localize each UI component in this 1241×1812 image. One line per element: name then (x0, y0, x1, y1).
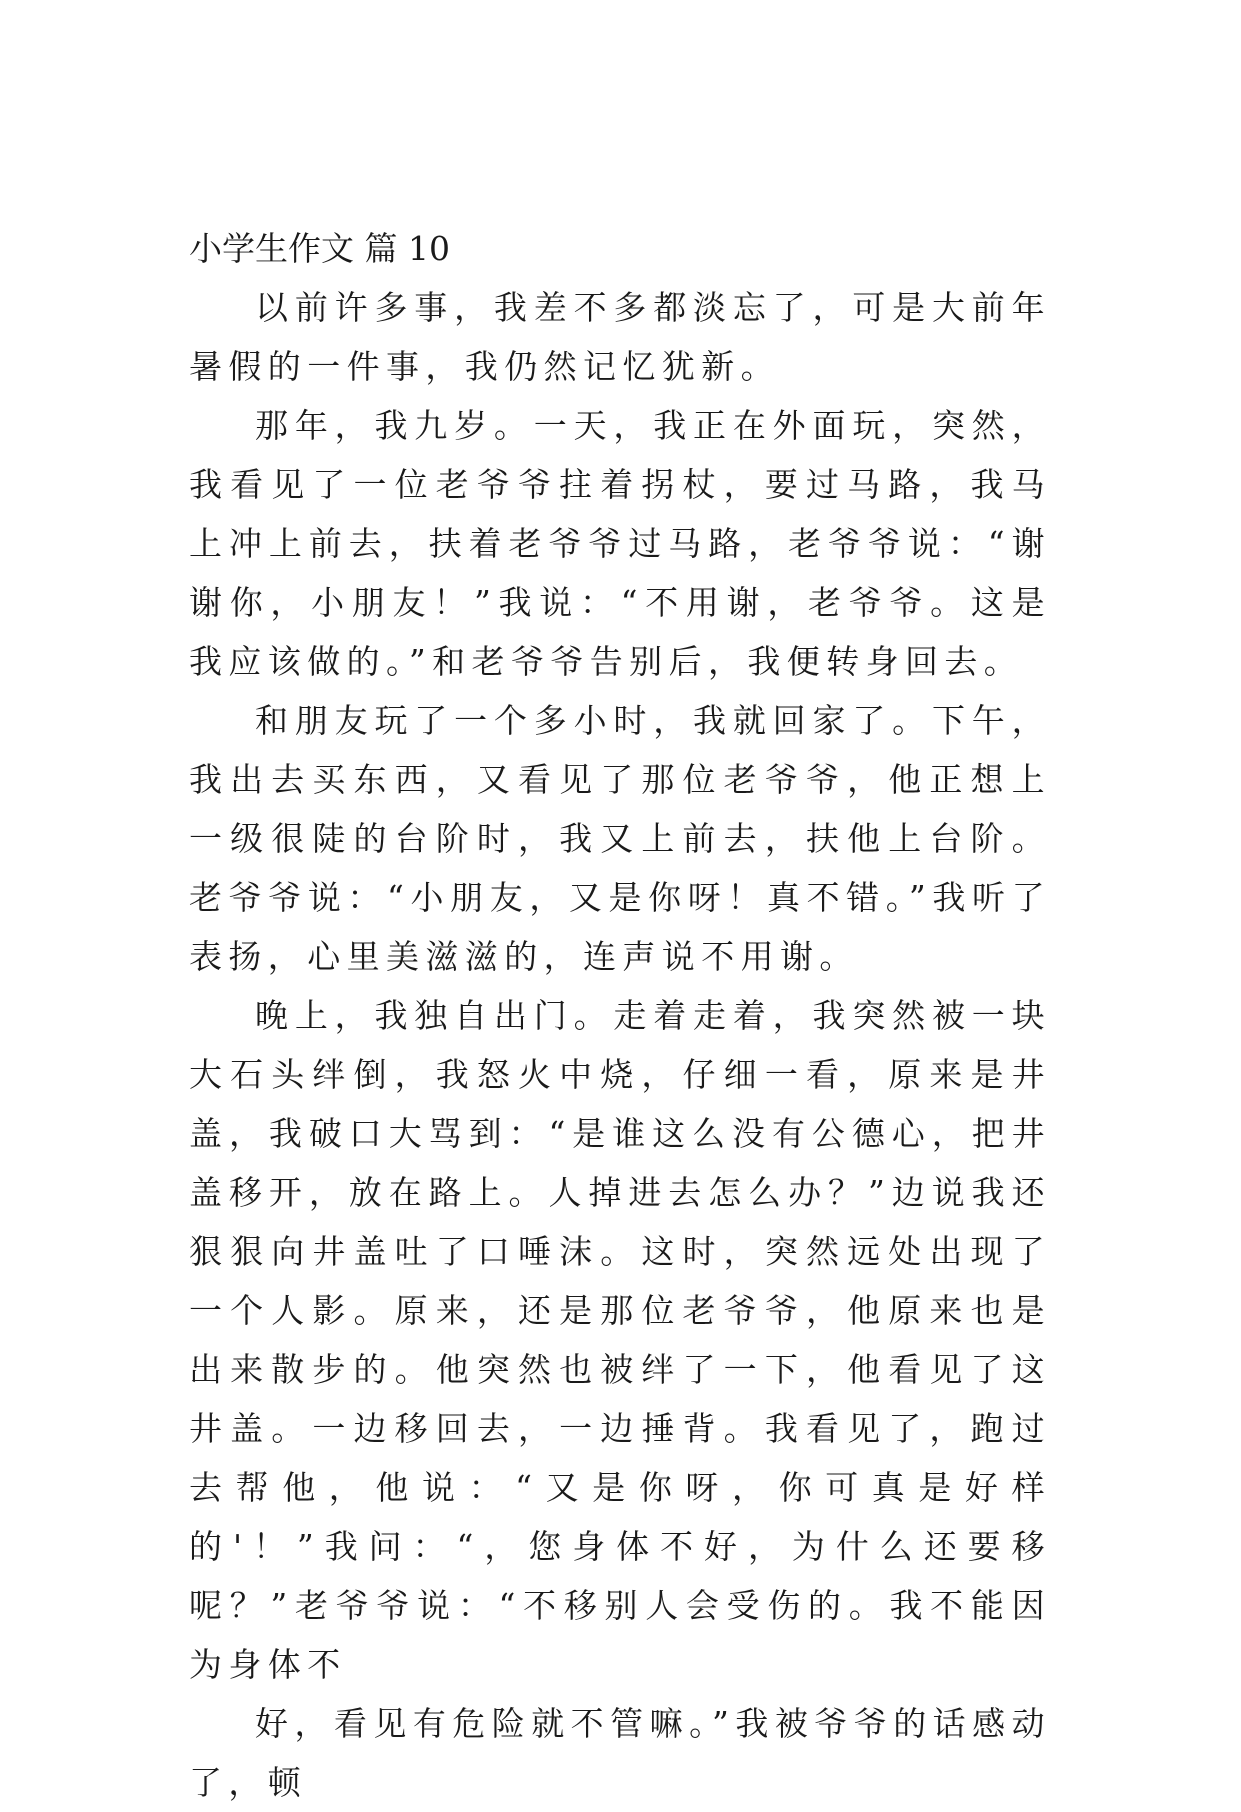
paragraph: 那年，我九岁。一天，我正在外面玩，突然，我看见了一位老爷爷拄着拐杖，要过马路，我马上冲上前去，扶着老爷爷过马路，老爷爷说：“谢谢你，小朋友！”我说：“不用谢，老爷爷。这是我应该做的。”和老爷爷告别后，我便转身回去。 (189, 406, 1051, 681)
paragraph: 晚上，我独自出门。走着走着，我突然被一块大石头绊倒，我怒火中烧，仔细一看，原来是井盖，我破口大骂到：“是谁这么没有公德心，把井盖移开，放在路上。人掉进去怎么办？”边说我还狠狠向井盖吐了口唾沫。这时，突然远处出现了一个人影。原来，还是那位老爷爷，他原来也是出来散步的。他突然也被绊了一下，他看见了这井盖。一边移回去，一边捶背。我看见了，跑过去帮他，他说：“又是你呀，你可真是好样的'！”我问：“，您身体不好，为什么还要移呢？”老爷爷说：“不移别人会受伤的。我不能因为身体不 (189, 996, 1051, 1684)
document-body (189, 219, 1051, 1812)
paragraph: 以前许多事，我差不多都淡忘了，可是大前年暑假的一件事，我仍然记忆犹新。 (189, 288, 1051, 386)
page-title: 小学生作文 篇 10 (189, 229, 450, 268)
paragraph: 和朋友玩了一个多小时，我就回家了。下午，我出去买东西，又看见了那位老爷爷，他正想上一级很陡的台阶时，我又上前去，扶他上台阶。老爷爷说：“小朋友，又是你呀！真不错。”我听了表扬，心里美滋滋的，连声说不用谢。 (189, 701, 1051, 976)
paragraph: 好，看见有危险就不管嘛。”我被爷爷的话感动了，顿 (189, 1704, 1051, 1802)
